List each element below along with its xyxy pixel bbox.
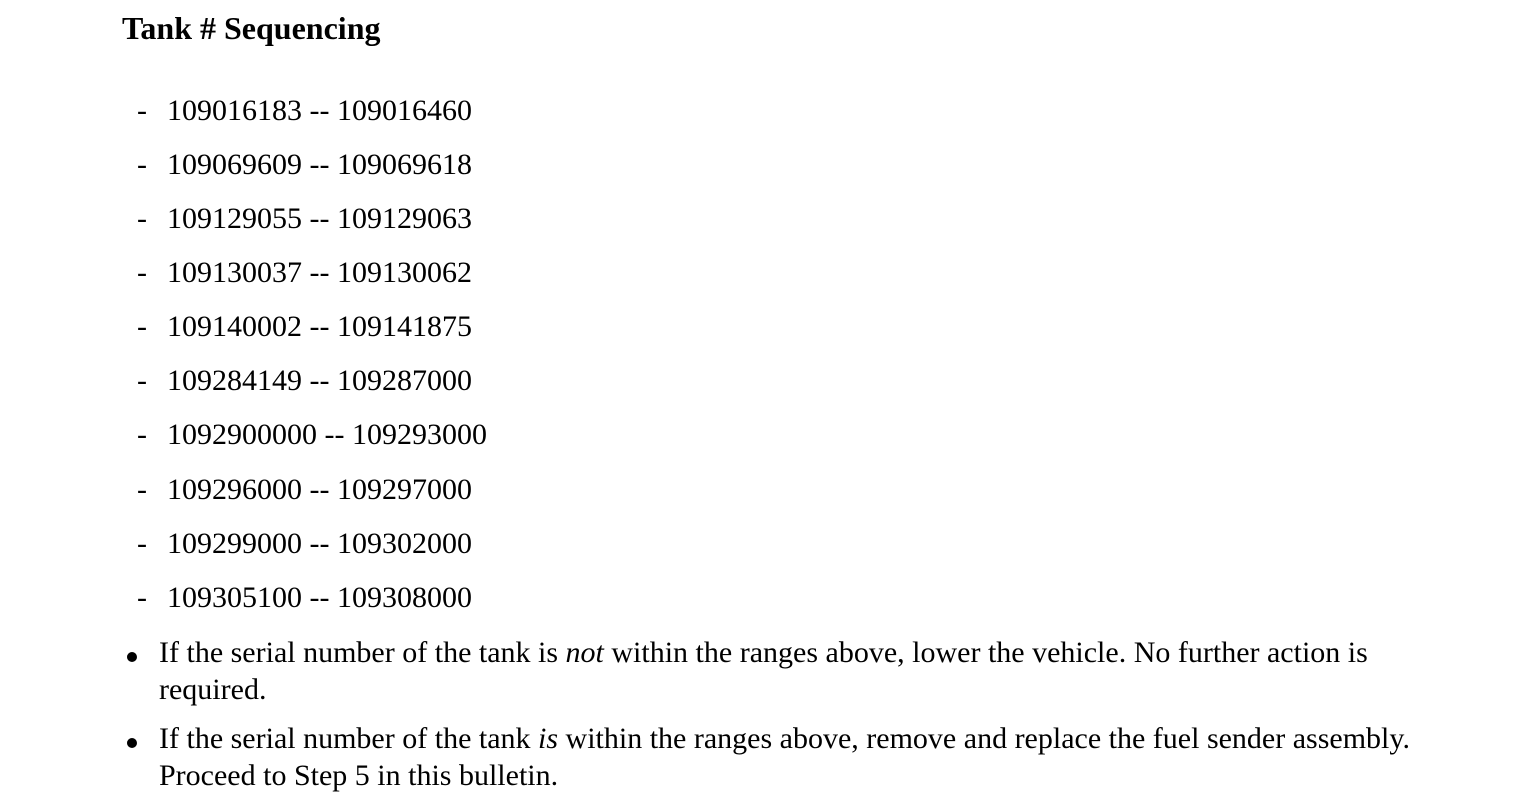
dash-marker: - xyxy=(137,364,147,397)
serial-range-text: 109016183 -- 109016460 xyxy=(167,94,472,127)
dash-marker: - xyxy=(137,202,147,235)
instruction-emphasis: not xyxy=(565,636,604,669)
serial-range-text: 109140002 -- 109141875 xyxy=(167,310,472,343)
instruction-emphasis: is xyxy=(538,722,559,755)
dash-marker: - xyxy=(137,418,147,451)
bullet-marker xyxy=(127,652,137,662)
section-heading: Tank # Sequencing xyxy=(122,10,381,46)
instruction-text xyxy=(159,634,1459,708)
serial-range-text: 109129055 -- 109129063 xyxy=(167,202,472,235)
instruction-text-start: If the serial number of the tank xyxy=(159,722,539,755)
serial-range-text: 1092900000 -- 109293000 xyxy=(167,418,487,451)
serial-range-text: 109130037 -- 109130062 xyxy=(167,256,472,289)
instruction-text xyxy=(159,720,1459,794)
serial-range-text: 109284149 -- 109287000 xyxy=(167,364,472,397)
serial-range-text: 109299000 -- 109302000 xyxy=(167,527,472,560)
dash-marker: - xyxy=(137,148,147,181)
instruction-text-end: within the ranges above, lower the vehicle. No further action is required. xyxy=(159,636,1368,706)
dash-marker: - xyxy=(137,581,147,614)
instruction-text-end: within the ranges above, remove and replace the fuel sender assembly. Proceed to Step 5 in this bulletin. xyxy=(159,722,1410,792)
bullet-marker xyxy=(127,738,137,748)
dash-marker: - xyxy=(137,473,147,506)
instruction-text-start: If the serial number of the tank is xyxy=(159,636,566,669)
dash-marker: - xyxy=(137,256,147,289)
dash-marker: - xyxy=(137,94,147,127)
serial-range-text: 109296000 -- 109297000 xyxy=(167,473,472,506)
dash-marker: - xyxy=(137,527,147,560)
dash-marker: - xyxy=(137,310,147,343)
serial-range-text: 109069609 -- 109069618 xyxy=(167,148,472,181)
serial-range-text: 109305100 -- 109308000 xyxy=(167,581,472,614)
